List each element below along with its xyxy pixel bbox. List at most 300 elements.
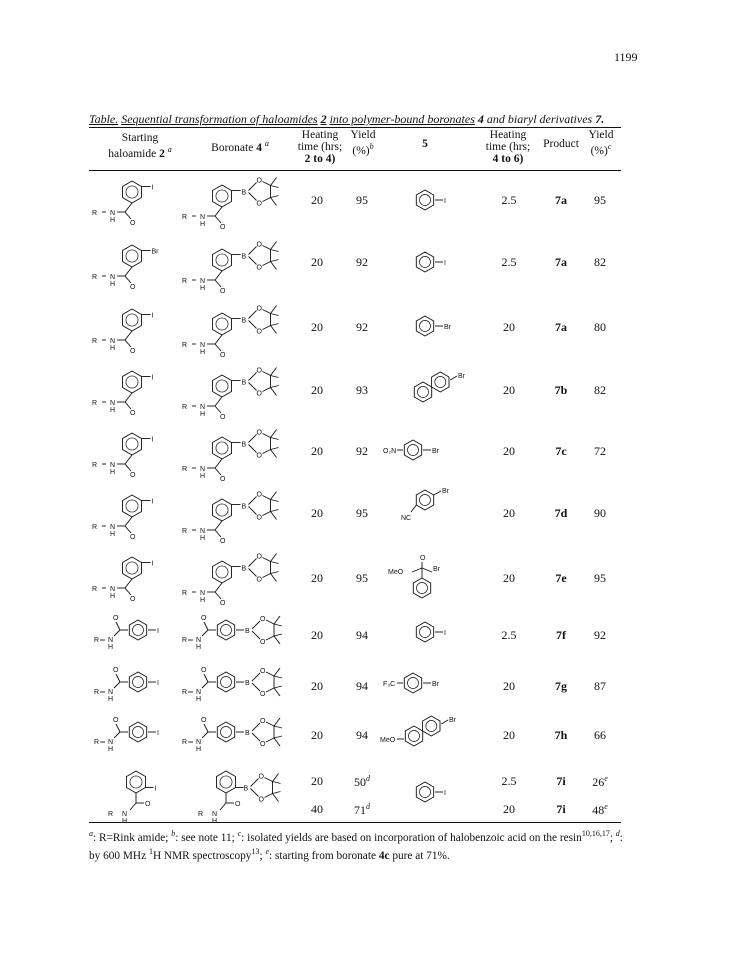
nitrogen-label: N [200, 466, 206, 473]
oxygen-label: O [113, 717, 119, 724]
benzene-ring [217, 722, 234, 742]
oxygen-label: O [260, 718, 266, 725]
aromatic-circle [420, 195, 431, 206]
bond [271, 572, 279, 574]
footnote-a-sup: a [89, 829, 93, 838]
bond [274, 624, 282, 626]
benzene-ring [129, 620, 146, 640]
benzene-ring [217, 672, 234, 692]
nitrogen-label: N [110, 586, 116, 593]
bond [215, 216, 221, 223]
bond [249, 311, 257, 319]
aromatic-circle [220, 776, 232, 788]
hydrogen-label: H [110, 469, 116, 476]
benzene-ring [416, 490, 433, 510]
hydrogen-label: H [110, 407, 116, 414]
bond [274, 738, 280, 746]
nitrogen-label: N [110, 524, 116, 531]
reagent-5-structure-2 [395, 246, 485, 280]
footnote-c-refs: 10,16,17 [581, 829, 610, 838]
boron-label: B [241, 317, 247, 325]
footnote-d-sup: d [615, 829, 620, 838]
header-starting-line2: haloamide [108, 147, 157, 160]
row-2-product: 7a [555, 255, 567, 269]
bond [125, 276, 131, 283]
oxygen-label: O [220, 414, 226, 421]
row-3-heat1: 20 [311, 320, 323, 334]
row-4-yield1: 93 [356, 383, 368, 397]
oxygen-label: O [256, 452, 262, 460]
header-yield-2 [578, 129, 624, 157]
oxygen-label: O [260, 616, 266, 623]
oxygen-label: O [260, 691, 266, 698]
bond [252, 683, 260, 691]
table-header-rule [89, 170, 621, 171]
header-yield2-line2: (%) [590, 144, 608, 157]
oxygen-label: O [130, 596, 136, 603]
footnote-e-tail: pure at 71%. [392, 849, 450, 862]
row-6-heat1: 20 [311, 506, 323, 520]
footnote-nmr-sup: 1 [148, 846, 153, 856]
footnote-b-sup: b [171, 829, 176, 838]
bond [114, 682, 120, 688]
header-starting-sup: a [167, 145, 172, 154]
r-label: R [182, 590, 188, 597]
row-5-yield1: 92 [356, 444, 368, 458]
bond [215, 592, 221, 599]
boronate-structure-9 [178, 662, 298, 706]
aromatic-circle [408, 445, 419, 456]
benzene-ring [129, 722, 146, 742]
bond [125, 331, 132, 340]
aromatic-circle [126, 376, 138, 388]
benzene-ring [123, 309, 142, 331]
boron-label: B [245, 628, 250, 635]
row-2-yield1: 92 [356, 255, 368, 269]
benzene-ring [123, 433, 142, 455]
oxygen-label: O [256, 328, 262, 336]
footnote-nmr-text: H NMR spectroscopy [152, 849, 252, 862]
oxygen-label: O [420, 555, 426, 562]
bond [251, 779, 259, 787]
row-12-yield1-sup: d [366, 802, 370, 811]
boron-label: B [241, 253, 247, 261]
bond [125, 267, 132, 276]
reagent-5-structure-9 [383, 667, 473, 701]
halogen-label: I [151, 498, 154, 506]
substituent-label: MeO [388, 569, 404, 576]
row-7-heat1: 20 [311, 571, 323, 585]
bond [130, 803, 136, 810]
benzene-ring [213, 437, 232, 459]
row-11-heat2: 2.5 [501, 774, 517, 788]
footnote-d-text: : by 600 MHz [89, 831, 623, 862]
row-12-heat2: 20 [503, 802, 515, 816]
halogen-label: I [151, 184, 154, 192]
bond [204, 674, 208, 682]
bond [271, 500, 279, 502]
bond [249, 559, 257, 567]
row-11-yield2-value: 26 [592, 775, 605, 789]
row-9-heat2: 20 [503, 679, 515, 693]
r-label: R [182, 404, 188, 411]
bond [125, 588, 131, 595]
hydrogen-label: H [110, 217, 116, 224]
aromatic-circle [420, 257, 431, 268]
boronate-structure-2 [180, 240, 290, 300]
bond [114, 630, 120, 636]
bond [116, 674, 120, 682]
substituent-label: O₂N [383, 448, 397, 455]
hydrogen-label: H [108, 696, 114, 703]
bond [125, 526, 131, 533]
boronate-structure-6 [180, 490, 290, 550]
bond [263, 574, 271, 578]
benzene-ring [217, 620, 234, 640]
row-12-product: 7i [556, 802, 566, 816]
header-yield1-sup: b [369, 142, 374, 151]
halogen-label: I [157, 680, 159, 687]
halogen-label: I [151, 560, 154, 568]
row-7-yield2: 95 [594, 571, 606, 585]
bond [412, 568, 422, 572]
bond [249, 383, 257, 391]
benzene-ring [213, 375, 232, 397]
bond [271, 260, 279, 262]
nitrogen-label: N [108, 739, 114, 746]
bond [263, 512, 271, 516]
row-1-yield1: 95 [356, 193, 368, 207]
nitrogen-label: N [108, 637, 114, 644]
bond [271, 178, 277, 186]
aromatic-circle [420, 627, 431, 638]
row-12-yield1-value: 71 [354, 803, 366, 817]
header-compound-5 [410, 138, 440, 150]
oxygen-label: O [201, 717, 207, 724]
boron-label: B [241, 189, 247, 197]
caption-num3: 7. [595, 112, 605, 126]
reagent-5-structure-5 [383, 434, 473, 468]
header-starting-line1: Starting [121, 132, 159, 144]
row-7-yield1: 95 [356, 571, 368, 585]
bond [411, 505, 416, 512]
r-label: R [92, 210, 98, 217]
row-5-product: 7c [555, 444, 567, 458]
bond [202, 732, 208, 738]
substituent-label: NC [401, 515, 412, 522]
nitrogen-label: N [110, 338, 116, 345]
oxygen-label: O [201, 615, 207, 622]
bond [252, 723, 260, 731]
oxygen-label: O [220, 600, 226, 607]
row-12-yield2-sup: e [604, 802, 608, 811]
hydrogen-label: H [200, 535, 206, 542]
bond [271, 562, 279, 564]
benzene-ring [416, 190, 433, 210]
aromatic-circle [408, 678, 419, 689]
benzene-ring [123, 557, 142, 579]
hydrogen-label: H [108, 746, 114, 753]
bond [274, 688, 280, 696]
bond [266, 672, 274, 676]
aromatic-circle [216, 504, 228, 516]
benzene-ring [213, 561, 232, 583]
row-6-yield2: 90 [594, 506, 606, 520]
oxygen-label: O [220, 476, 226, 483]
row-10-heat2: 20 [503, 728, 515, 742]
row-1-yield2: 95 [594, 193, 606, 207]
aromatic-circle [130, 776, 142, 788]
bond [274, 616, 280, 624]
bond [422, 568, 432, 572]
bond [263, 246, 271, 250]
aromatic-circle [216, 566, 228, 578]
bond [271, 368, 277, 376]
hydrogen-label: H [110, 593, 116, 600]
bond [271, 376, 279, 378]
bond [215, 280, 221, 287]
boronate-structure-8 [178, 610, 298, 654]
bond [215, 530, 221, 537]
page-number: 1199 [614, 50, 638, 64]
nitrogen-label: N [200, 528, 206, 535]
benzene-ring [416, 316, 433, 336]
caption-num1: 2 [320, 112, 327, 126]
bond [271, 554, 277, 562]
oxygen-label: O [256, 264, 262, 272]
bond [266, 688, 274, 692]
nitrogen-label: N [200, 404, 206, 411]
boron-label: B [245, 680, 250, 687]
nitrogen-label: N [122, 811, 128, 818]
row-8-yield1: 94 [356, 628, 368, 642]
aromatic-circle [409, 731, 420, 742]
caption-num2: 4 [477, 112, 484, 126]
halogen-label: I [157, 730, 159, 737]
benzene-ring [432, 372, 449, 392]
oxygen-label: O [256, 576, 262, 584]
hydrogen-label: H [196, 644, 202, 651]
aromatic-circle [417, 583, 428, 594]
benzene-ring [217, 771, 236, 793]
row-4-heat2: 20 [503, 383, 515, 397]
bond [125, 393, 132, 402]
r-label: R [182, 528, 188, 535]
bond [271, 438, 279, 440]
benzene-ring [414, 382, 431, 402]
bond [271, 250, 279, 252]
boronate-structure-5 [180, 428, 290, 488]
bond [274, 676, 282, 678]
boron-label: B [241, 565, 247, 573]
bond [249, 321, 257, 329]
oxygen-label: O [113, 615, 119, 622]
bond [265, 778, 273, 782]
bond [271, 388, 277, 396]
bond [271, 314, 279, 316]
aromatic-circle [221, 727, 232, 738]
oxygen-label: O [256, 390, 262, 398]
bond [263, 198, 271, 202]
benzene-ring [423, 716, 440, 736]
row-9-heat1: 20 [311, 679, 323, 693]
row-4-heat1: 20 [311, 383, 323, 397]
r-label: R [182, 342, 188, 349]
row-8-heat1: 20 [311, 628, 323, 642]
header-heating-time-1 [290, 129, 350, 165]
oxygen-label: O [256, 553, 262, 561]
aromatic-circle [426, 721, 437, 732]
bond [271, 186, 279, 188]
boron-label: B [245, 730, 250, 737]
reagent-5-structure-10 [380, 708, 490, 752]
hydrogen-label: H [200, 221, 206, 228]
benzene-ring [404, 440, 421, 460]
bond [273, 774, 279, 782]
oxygen-label: O [256, 177, 262, 185]
bond [274, 686, 282, 688]
hydrogen-label: H [196, 746, 202, 753]
nitrogen-label: N [200, 342, 206, 349]
row-11-yield2-sup: e [604, 774, 608, 783]
nitrogen-label: N [196, 637, 202, 644]
bond [266, 738, 274, 742]
hydrogen-label: H [200, 473, 206, 480]
halogen-label: Br [151, 248, 159, 256]
halogen-label: I [151, 436, 154, 444]
oxygen-label: O [256, 305, 262, 313]
bond [215, 335, 222, 344]
oxygen-label: O [130, 534, 136, 541]
r-label: R [92, 462, 98, 469]
header-yield1-line2: (%) [352, 144, 370, 157]
nitrogen-label: N [212, 811, 218, 818]
oxygen-label: O [256, 241, 262, 249]
aromatic-circle [133, 677, 144, 688]
bond [274, 718, 280, 726]
bond [271, 448, 279, 450]
aromatic-circle [216, 318, 228, 330]
row-12-heat1: 40 [311, 802, 323, 816]
bond [249, 373, 257, 381]
bond [271, 512, 277, 520]
bond [215, 397, 222, 406]
reagent-5-structure-3 [395, 310, 485, 344]
row-5-heat1: 20 [311, 444, 323, 458]
bond [116, 622, 120, 630]
hydrogen-label: H [110, 281, 116, 288]
halogen-label: Br [444, 324, 451, 331]
r-label: R [92, 524, 98, 531]
bond [274, 726, 282, 728]
oxygen-label: O [258, 773, 264, 781]
r-label: R [92, 400, 98, 407]
header-boronate [195, 138, 285, 154]
bond [215, 406, 221, 413]
hydrogen-label: H [200, 285, 206, 292]
bond [125, 402, 131, 409]
benzene-ring [213, 313, 232, 335]
r-label: R [108, 811, 114, 818]
row-12-yield2-value: 48 [592, 803, 605, 817]
oxygen-label: O [113, 667, 119, 674]
header-heat1-line3: 2 to 4) [304, 153, 336, 165]
bond [125, 579, 132, 588]
hydrogen-label: H [110, 531, 116, 538]
bond [263, 262, 271, 266]
bond [271, 324, 279, 326]
bond [215, 583, 222, 592]
nitrogen-label: N [110, 462, 116, 469]
row-9-yield1: 94 [356, 679, 368, 693]
row-2-yield2: 82 [594, 255, 606, 269]
benzene-ring [213, 185, 232, 207]
header-heat1-line1: Heating [301, 129, 339, 141]
bond [249, 193, 257, 201]
r-label: R [182, 739, 188, 746]
row-10-yield2: 66 [594, 728, 606, 742]
hydrogen-label: H [122, 818, 128, 825]
bond [271, 196, 279, 198]
aromatic-circle [221, 625, 232, 636]
bond [215, 207, 222, 216]
bond [249, 507, 257, 515]
nitrogen-label: N [110, 400, 116, 407]
oxygen-label: O [256, 514, 262, 522]
benzene-ring [123, 495, 142, 517]
boronate-structure-7 [180, 552, 290, 612]
row-3-yield1: 92 [356, 320, 368, 334]
row-9-yield2: 87 [594, 679, 606, 693]
row-6-heat2: 20 [503, 506, 515, 520]
benzene-ring [405, 726, 422, 746]
row-3-heat2: 20 [503, 320, 515, 334]
bond [263, 388, 271, 392]
bond [271, 492, 277, 500]
header-yield2-sup: c [607, 142, 612, 151]
row-3-product: 7a [555, 320, 567, 334]
header-heating-time-2 [477, 129, 539, 165]
oxygen-label: O [201, 667, 207, 674]
aromatic-circle [420, 321, 431, 332]
oxygen-label: O [130, 220, 136, 227]
oxygen-label: O [258, 796, 264, 804]
bond [215, 344, 221, 351]
nitrogen-label: N [200, 590, 206, 597]
hydrogen-label: H [200, 349, 206, 356]
nitrogen-label: N [110, 210, 116, 217]
benzene-ring [127, 771, 146, 793]
bond [271, 326, 277, 334]
halogen-label: I [444, 260, 446, 267]
reagent-5-structure-1 [395, 184, 485, 218]
boronate-structure-4 [180, 366, 290, 426]
bond [202, 682, 208, 688]
oxygen-label: O [220, 288, 226, 295]
row-2-heat2: 2.5 [501, 255, 517, 269]
bond [271, 242, 277, 250]
header-heat1-line2: time (hrs; [297, 141, 343, 153]
bond [249, 257, 257, 265]
bond [271, 262, 277, 270]
bond [271, 450, 277, 458]
bond [125, 340, 131, 347]
bond [274, 636, 280, 644]
bond [220, 803, 226, 810]
bond [263, 326, 271, 330]
table-caption [89, 112, 604, 127]
row-10-heat1: 20 [311, 728, 323, 742]
